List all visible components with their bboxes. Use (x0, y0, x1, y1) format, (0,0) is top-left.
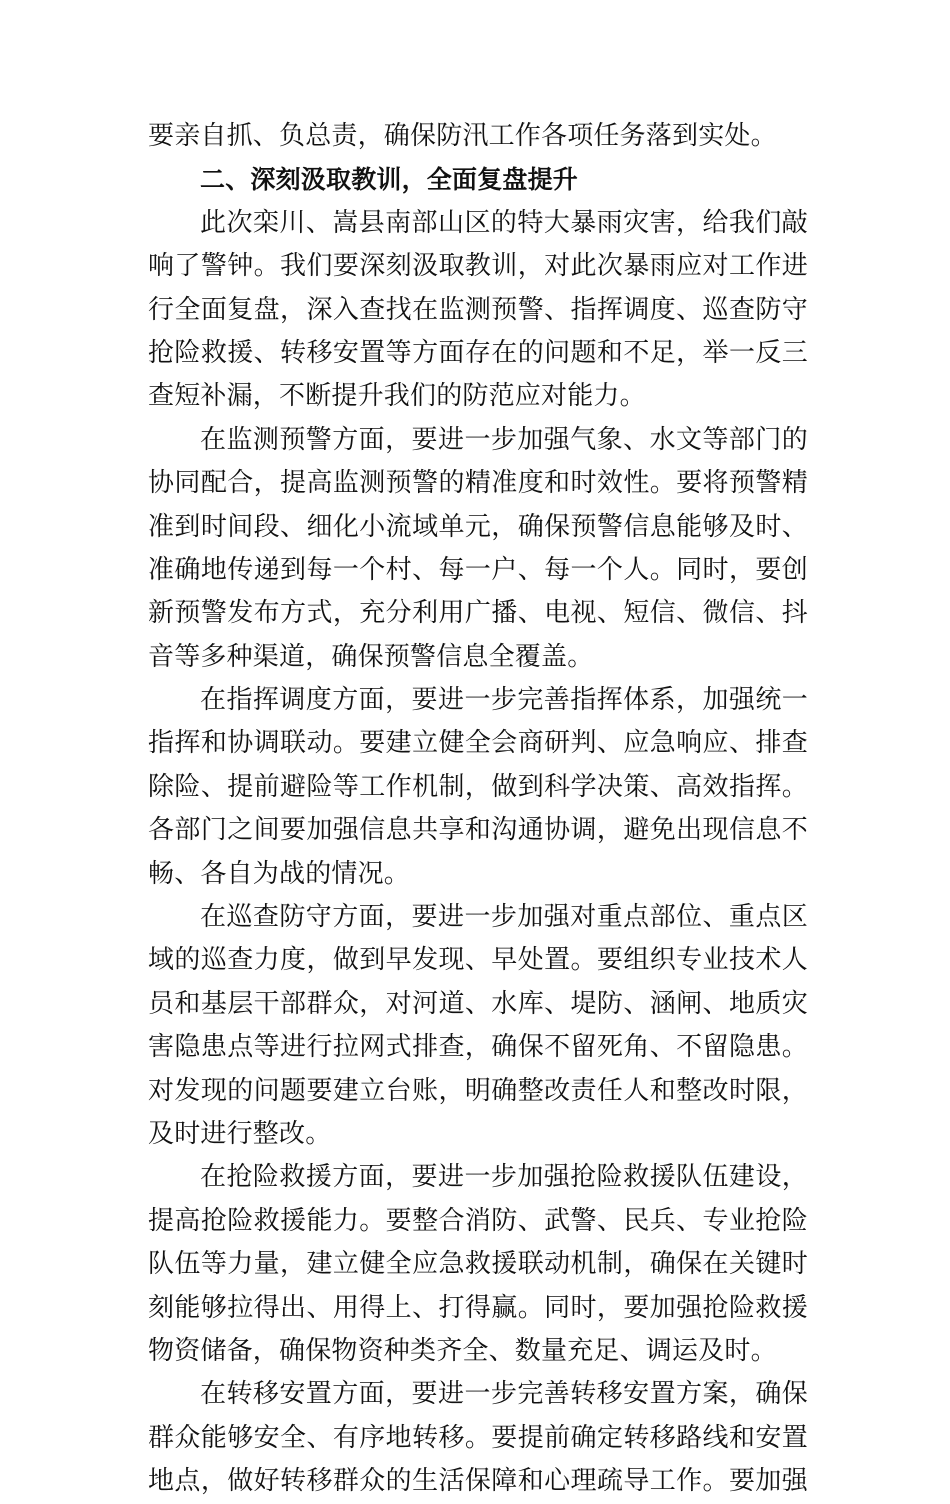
paragraph-line: 响了警钟。我们要深刻汲取教训，对此次暴雨应对工作进 (148, 251, 808, 282)
paragraph-line: 及时进行整改。 (148, 1118, 332, 1149)
paragraph-line: 准确地传递到每一个村、每一户、每一个人。同时，要创 (148, 554, 808, 585)
paragraph-line: 要亲自抓、负总责，确保防汛工作各项任务落到实处。 (148, 121, 777, 151)
paragraph-line: 音等多种渠道，确保预警信息全覆盖。 (148, 641, 594, 672)
paragraph-line: 新预警发布方式，充分利用广播、电视、短信、微信、抖 (148, 598, 808, 629)
paragraph-line: 行全面复盘，深入查找在监测预警、指挥调度、巡查防守 (148, 294, 808, 325)
paragraph-line: 在监测预警方面，要进一步加强气象、水文等部门的 (200, 424, 808, 455)
section-heading: 二、深刻汲取教训，全面复盘提升 (200, 165, 579, 195)
paragraph-line: 查短补漏，不断提升我们的防范应对能力。 (148, 381, 646, 412)
paragraph-line: 在巡查防守方面，要进一步加强对重点部位、重点区 (200, 902, 808, 933)
paragraph-line: 除险、提前避险等工作机制，做到科学决策、高效指挥。 (148, 771, 808, 802)
paragraph-line: 在转移安置方面，要进一步完善转移安置方案，确保 (200, 1379, 808, 1410)
paragraph-line: 域的巡查力度，做到早发现、早处置。要组织专业技术人 (148, 945, 808, 976)
paragraph-line: 物资储备，确保物资种类齐全、数量充足、调运及时。 (148, 1335, 777, 1366)
paragraph-line: 地点，做好转移群众的生活保障和心理疏导工作。要加强 (148, 1466, 808, 1497)
paragraph-line: 此次栾川、嵩县南部山区的特大暴雨灾害，给我们敲 (200, 207, 808, 238)
paragraph-line: 对发现的问题要建立台账，明确整改责任人和整改时限， (148, 1075, 808, 1106)
paragraph-line: 准到时间段、细化小流域单元，确保预警信息能够及时、 (148, 511, 808, 542)
paragraph-line: 群众能够安全、有序地转移。要提前确定转移路线和安置 (148, 1422, 808, 1453)
paragraph-line: 协同配合，提高监测预警的精准度和时效性。要将预警精 (148, 468, 808, 499)
paragraph-line: 在抢险救援方面，要进一步加强抢险救援队伍建设， (200, 1162, 808, 1193)
document-body (148, 115, 808, 1504)
paragraph-line: 刻能够拉得出、用得上、打得赢。同时，要加强抢险救援 (148, 1292, 808, 1323)
paragraph-line: 抢险救援、转移安置等方面存在的问题和不足，举一反三 (148, 337, 808, 368)
paragraph-line: 队伍等力量，建立健全应急救援联动机制，确保在关键时 (148, 1249, 808, 1280)
paragraph-line: 指挥和协调联动。要建立健全会商研判、应急响应、排查 (148, 728, 808, 759)
paragraph-line: 在指挥调度方面，要进一步完善指挥体系，加强统一 (200, 685, 808, 716)
paragraph-line: 害隐患点等进行拉网式排查，确保不留死角、不留隐患。 (148, 1032, 808, 1063)
paragraph-line: 畅、各自为战的情况。 (148, 858, 411, 889)
paragraph-line: 提高抢险救援能力。要整合消防、武警、民兵、专业抢险 (148, 1205, 808, 1236)
paragraph-line: 员和基层干部群众，对河道、水库、堤防、涵闸、地质灾 (148, 988, 808, 1019)
paragraph-line: 各部门之间要加强信息共享和沟通协调，避免出现信息不 (148, 815, 808, 846)
